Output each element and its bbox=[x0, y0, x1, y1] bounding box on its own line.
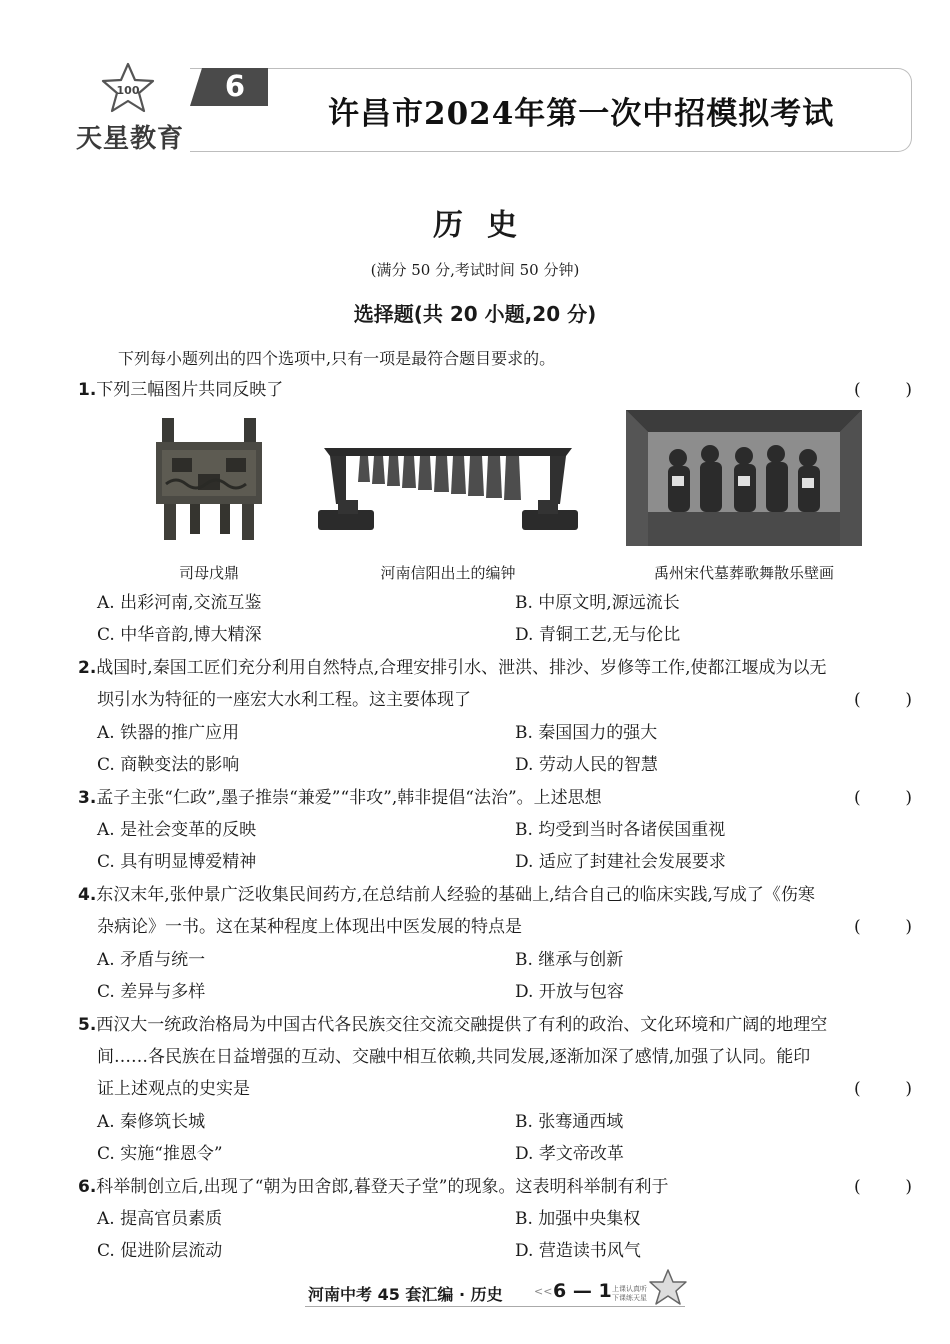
option-c[interactable]: C. 差异与多样 bbox=[97, 982, 206, 1002]
question-3-stem bbox=[78, 786, 602, 810]
question-text: 西汉大一统政治格局为中国古代各民族交往交流交融提供了有利的政治、文化环境和广阔的地理空 bbox=[96, 1015, 828, 1035]
question-number: 4. bbox=[78, 885, 97, 905]
answer-blank[interactable]: ( ) bbox=[854, 1177, 912, 1197]
question-text: 证上述观点的史实是 bbox=[97, 1079, 250, 1099]
bronze-ding-icon bbox=[150, 414, 268, 542]
question-text: 杂病论》一书。这在某种程度上体现出中医发展的特点是 bbox=[97, 917, 522, 937]
figure-caption: 河南信阳出土的编钟 bbox=[380, 564, 516, 582]
star-mascot-icon bbox=[100, 62, 156, 114]
option-c[interactable]: C. 实施“推恩令” bbox=[97, 1144, 223, 1164]
question-number: 2. bbox=[78, 658, 97, 678]
option-c[interactable]: C. 中华音韵,博大精深 bbox=[97, 625, 262, 645]
question-text: 科举制创立后,出现了“朝为田舍郎,暮登天子堂”的现象。这表明科举制有利于 bbox=[96, 1177, 669, 1197]
option-a[interactable]: A. 是社会变革的反映 bbox=[97, 820, 257, 840]
section-title: 选择题(共 20 小题,20 分) bbox=[353, 302, 597, 326]
question-text: 坝引水为特征的一座宏大水利工程。这主要体现了 bbox=[97, 690, 471, 710]
page-number: 6 — 1 bbox=[553, 1280, 612, 1302]
question-text: 战国时,秦国工匠们充分利用自然特点,合理安排引水、泄洪、排沙、岁修等工作,使都江堰成为以无 bbox=[96, 658, 827, 678]
page-footer bbox=[0, 1278, 950, 1318]
option-b[interactable]: B. 加强中央集权 bbox=[515, 1209, 641, 1229]
option-a[interactable]: A. 出彩河南,交流互鉴 bbox=[97, 593, 262, 613]
question-text: 孟子主张“仁政”,墨子推崇“兼爱”“非攻”,韩非提倡“法治”。上述思想 bbox=[96, 788, 602, 808]
answer-blank[interactable]: ( ) bbox=[854, 1079, 912, 1099]
paper-number: 6 bbox=[224, 69, 246, 103]
tianxing-logo bbox=[72, 62, 192, 152]
option-c[interactable]: C. 商鞅变法的影响 bbox=[97, 755, 240, 775]
question-5-stem bbox=[78, 1013, 827, 1037]
option-a[interactable]: A. 矛盾与统一 bbox=[97, 950, 206, 970]
option-c[interactable]: C. 促进阶层流动 bbox=[97, 1241, 223, 1261]
option-a[interactable]: A. 铁器的推广应用 bbox=[97, 723, 240, 743]
option-d[interactable]: D. 劳动人民的智慧 bbox=[515, 755, 658, 775]
option-d[interactable]: D. 营造读书风气 bbox=[515, 1241, 641, 1261]
answer-blank[interactable]: ( ) bbox=[854, 788, 912, 808]
question-number: 6. bbox=[78, 1177, 97, 1197]
question-text: 下列三幅图片共同反映了 bbox=[96, 380, 284, 400]
subject-title: 历史 bbox=[433, 208, 541, 243]
question-number: 1. bbox=[78, 380, 97, 400]
question-6-stem bbox=[78, 1175, 669, 1199]
tomb-mural-icon bbox=[626, 410, 862, 546]
question-number: 5. bbox=[78, 1015, 97, 1035]
answer-blank[interactable]: ( ) bbox=[854, 690, 912, 710]
question-text: 东汉末年,张仲景广泛收集民间药方,在总结前人经验的基础上,结合自己的临床实践,写成了《伤寒 bbox=[96, 885, 815, 905]
question-text: 间……各民族在日益增强的互动、交融中相互依赖,共同发展,逐渐加深了感情,加强了认同。能印 bbox=[97, 1047, 811, 1067]
bianzhong-bells-icon bbox=[316, 444, 580, 536]
footer-slogan: 上课认真听 下课练天星 bbox=[612, 1285, 647, 1302]
question-number: 3. bbox=[78, 788, 97, 808]
option-b[interactable]: B. 秦国国力的强大 bbox=[515, 723, 658, 743]
question-1-stem bbox=[78, 378, 283, 402]
instruction: 下列每小题列出的四个选项中,只有一项是最符合题目要求的。 bbox=[118, 349, 556, 368]
option-b[interactable]: B. 继承与创新 bbox=[515, 950, 624, 970]
option-d[interactable]: D. 孝文帝改革 bbox=[515, 1144, 624, 1164]
logo-text: 100 bbox=[116, 84, 140, 97]
figure-caption: 禹州宋代墓葬歌舞散乐壁画 bbox=[653, 564, 834, 582]
option-a[interactable]: A. 提高官员素质 bbox=[97, 1209, 223, 1229]
question-4-stem bbox=[78, 883, 815, 907]
answer-blank[interactable]: ( ) bbox=[854, 380, 912, 400]
page-header bbox=[0, 0, 950, 170]
option-b[interactable]: B. 均受到当时各诸侯国重视 bbox=[515, 820, 726, 840]
option-c[interactable]: C. 具有明显博爱精神 bbox=[97, 852, 257, 872]
exam-title: 许昌市2024年第一次中招模拟考试 bbox=[328, 96, 835, 132]
option-d[interactable]: D. 青铜工艺,无与伦比 bbox=[515, 625, 681, 645]
answer-blank[interactable]: ( ) bbox=[854, 917, 912, 937]
option-d[interactable]: D. 开放与包容 bbox=[515, 982, 624, 1002]
option-b[interactable]: B. 中原文明,源远流长 bbox=[515, 593, 680, 613]
footer-rule bbox=[305, 1306, 685, 1307]
option-a[interactable]: A. 秦修筑长城 bbox=[97, 1112, 206, 1132]
figure-caption: 司母戊鼎 bbox=[178, 564, 239, 582]
option-b[interactable]: B. 张骞通西域 bbox=[515, 1112, 624, 1132]
footer-arrows: << bbox=[534, 1285, 553, 1298]
exam-info: (满分 50 分,考试时间 50 分钟) bbox=[370, 261, 580, 279]
book-title: 河南中考 45 套汇编 · 历史 bbox=[308, 1285, 503, 1304]
brand-name: 天星教育 bbox=[76, 124, 185, 154]
question-2-stem bbox=[78, 656, 827, 680]
option-d[interactable]: D. 适应了封建社会发展要求 bbox=[515, 852, 726, 872]
star-mascot-icon bbox=[648, 1268, 688, 1306]
